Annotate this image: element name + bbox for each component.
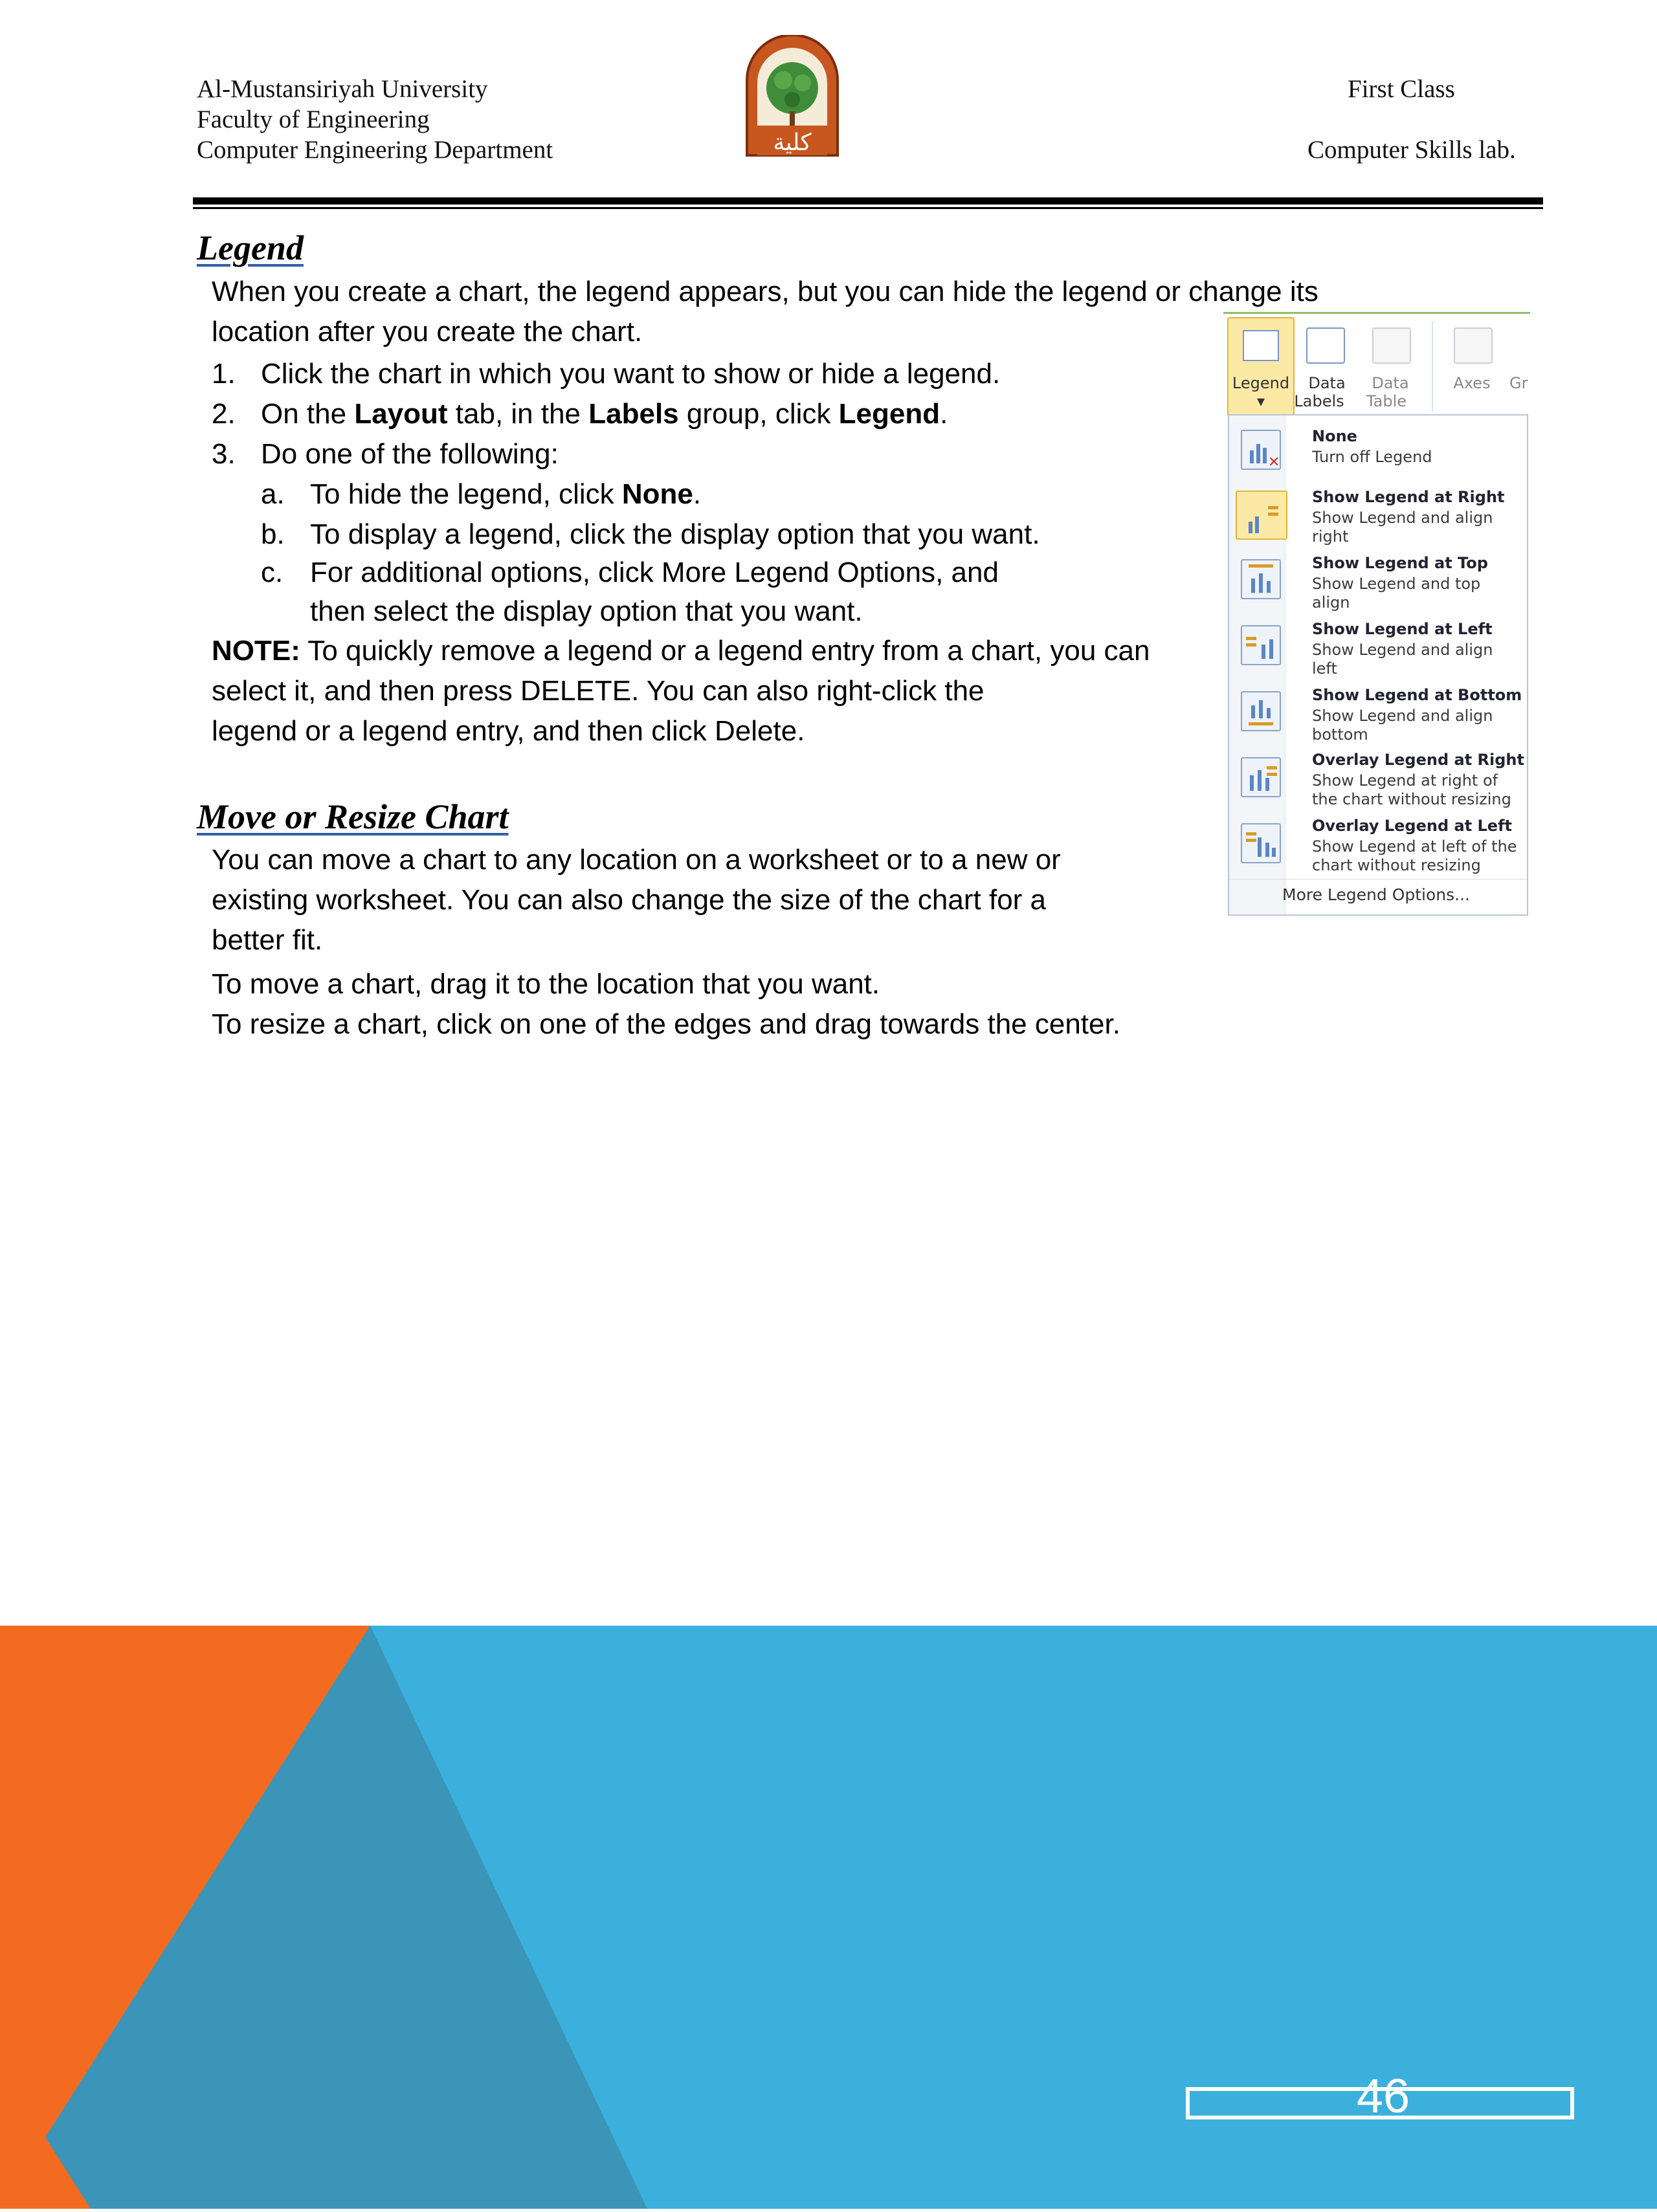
- note-line2: select it, and then press DELETE. You can also right-click the: [212, 675, 984, 707]
- substep-marker: c.: [261, 557, 284, 588]
- dropdown-arrow-icon: ▾: [1256, 392, 1265, 410]
- step-text: tab, in the: [447, 398, 589, 430]
- substep-text: To hide the legend, click: [310, 478, 622, 510]
- menu-item-show-right[interactable]: [1229, 487, 1527, 551]
- legend-bottom-icon: [1241, 691, 1281, 731]
- logo-text: كلية: [773, 129, 812, 156]
- legend-intro-line1: When you create a chart, the legend appears, but you can hide the legend or change its: [212, 276, 1318, 307]
- legend-dropdown-menu: [1228, 414, 1528, 916]
- step-text: Click the chart in which you want to show or hide a legend.: [261, 358, 1001, 390]
- substep-c: [261, 553, 999, 593]
- legend-overlay-right-icon: [1241, 757, 1281, 797]
- move-p1-line1: You can move a chart to any location on a worksheet or to a new or: [212, 844, 1061, 876]
- menu-item-desc: Show Legend at left of the chart without resizing: [1312, 837, 1517, 874]
- menu-item-desc: Show Legend and align right: [1312, 509, 1493, 546]
- note-line1: [212, 631, 1150, 671]
- note-label: NOTE:: [212, 635, 300, 667]
- ribbon-gridlines-label: Gr: [1509, 374, 1528, 392]
- ribbon-axes-icon: [1454, 327, 1493, 364]
- legend-right-icon: [1236, 491, 1287, 540]
- menu-item-title: Overlay Legend at Left: [1312, 817, 1512, 835]
- menu-item-show-bottom[interactable]: [1229, 685, 1527, 749]
- header-university: Al-Mustansiriyah University: [197, 75, 488, 103]
- menu-item-title: Show Legend at Right: [1312, 488, 1505, 506]
- menu-item-desc: Show Legend at right of the chart without resizing: [1312, 771, 1511, 808]
- ribbon-top-line: [1223, 312, 1530, 314]
- header-rule-thick: [193, 197, 1543, 205]
- step-2: [212, 394, 948, 434]
- menu-item-desc: Show Legend and align bottom: [1312, 707, 1493, 744]
- menu-item-title: Show Legend at Bottom: [1312, 686, 1522, 704]
- menu-item-none[interactable]: [1229, 421, 1527, 483]
- header-faculty: Faculty of Engineering: [197, 105, 430, 133]
- legend-top-icon: [1241, 559, 1281, 599]
- ribbon-legend-label: Legend: [1232, 374, 1290, 392]
- substep-marker: b.: [261, 518, 285, 550]
- ribbon-data-table-label2: Table: [1366, 392, 1407, 410]
- move-p3: To resize a chart, click on one of the edges and drag towards the center.: [212, 1008, 1120, 1040]
- menu-item-show-top[interactable]: [1229, 553, 1527, 617]
- step-text: group, click: [678, 398, 839, 430]
- substep-c-continued: then select the display option that you want.: [310, 595, 863, 627]
- move-p1-line3: better fit.: [212, 924, 323, 956]
- step-text: .: [940, 398, 948, 430]
- move-p1-line2: existing worksheet. You can also change the size of the chart for a: [212, 884, 1047, 916]
- legend-overlay-left-icon: [1241, 823, 1281, 863]
- ribbon-data-table-icon: [1372, 327, 1411, 364]
- step-text: On the: [261, 398, 355, 430]
- step-3: [212, 434, 559, 474]
- substep-b: [261, 514, 1040, 555]
- more-legend-options[interactable]: More Legend Options...: [1282, 885, 1471, 904]
- step-bold-labels: Labels: [588, 398, 679, 430]
- note-line3: legend or a legend entry, and then click Delete.: [212, 715, 805, 747]
- note-text: To quickly remove a legend or a legend entry from a chart, you can: [300, 635, 1150, 667]
- menu-item-overlay-left[interactable]: [1229, 817, 1527, 881]
- menu-item-title: Overlay Legend at Right: [1312, 751, 1524, 769]
- menu-item-show-left[interactable]: [1229, 619, 1527, 683]
- ribbon-separator: [1432, 321, 1433, 412]
- legend-none-icon: ✕: [1241, 430, 1281, 470]
- university-logo: [743, 35, 841, 157]
- header-department: Computer Engineering Department: [197, 136, 553, 164]
- substep-bold-none: None: [621, 478, 693, 510]
- step-marker: 3.: [212, 438, 236, 470]
- ribbon-data-labels-label1: Data: [1308, 374, 1346, 392]
- legend-intro-line2: location after you create the chart.: [212, 316, 643, 348]
- step-marker: 2.: [212, 398, 236, 430]
- menu-item-title: Show Legend at Top: [1312, 554, 1488, 572]
- step-marker: 1.: [212, 358, 236, 390]
- ribbon-axes-label: Axes: [1453, 374, 1491, 392]
- move-p2: To move a chart, drag it to the location that you want.: [212, 968, 880, 1000]
- step-bold-layout: Layout: [354, 398, 448, 430]
- step-bold-legend: Legend: [838, 398, 940, 430]
- menu-item-title: None: [1312, 427, 1357, 445]
- legend-left-icon: [1241, 625, 1281, 665]
- menu-item-desc: Show Legend and top align: [1312, 575, 1481, 612]
- menu-item-desc: Show Legend and align left: [1312, 641, 1493, 678]
- substep-a: [261, 474, 701, 514]
- step-text: Do one of the following:: [261, 438, 559, 470]
- substep-text: To display a legend, click the display option that you want.: [310, 518, 1040, 550]
- legend-section-title: Legend: [197, 228, 304, 267]
- page-number: 46: [1356, 2069, 1410, 2123]
- menu-item-overlay-right[interactable]: [1229, 751, 1527, 815]
- ribbon-data-table-label1: Data: [1372, 374, 1409, 392]
- menu-item-title: Show Legend at Left: [1312, 620, 1493, 638]
- chart-legend-icon: [1243, 330, 1279, 361]
- substep-text: For additional options, click More Legend Options, and: [310, 557, 999, 588]
- header-lab: Computer Skills lab.: [1307, 136, 1516, 164]
- ribbon-data-labels-icon: [1306, 327, 1345, 364]
- menu-item-desc: Turn off Legend: [1312, 448, 1432, 466]
- move-section-title: Move or Resize Chart: [197, 797, 509, 836]
- substep-marker: a.: [261, 478, 285, 510]
- substep-text: .: [693, 478, 702, 510]
- step-1: [212, 354, 1000, 394]
- header-class: First Class: [1348, 75, 1455, 103]
- header-rule-thin: [193, 207, 1543, 209]
- ribbon-data-labels-label2: Labels: [1294, 392, 1344, 410]
